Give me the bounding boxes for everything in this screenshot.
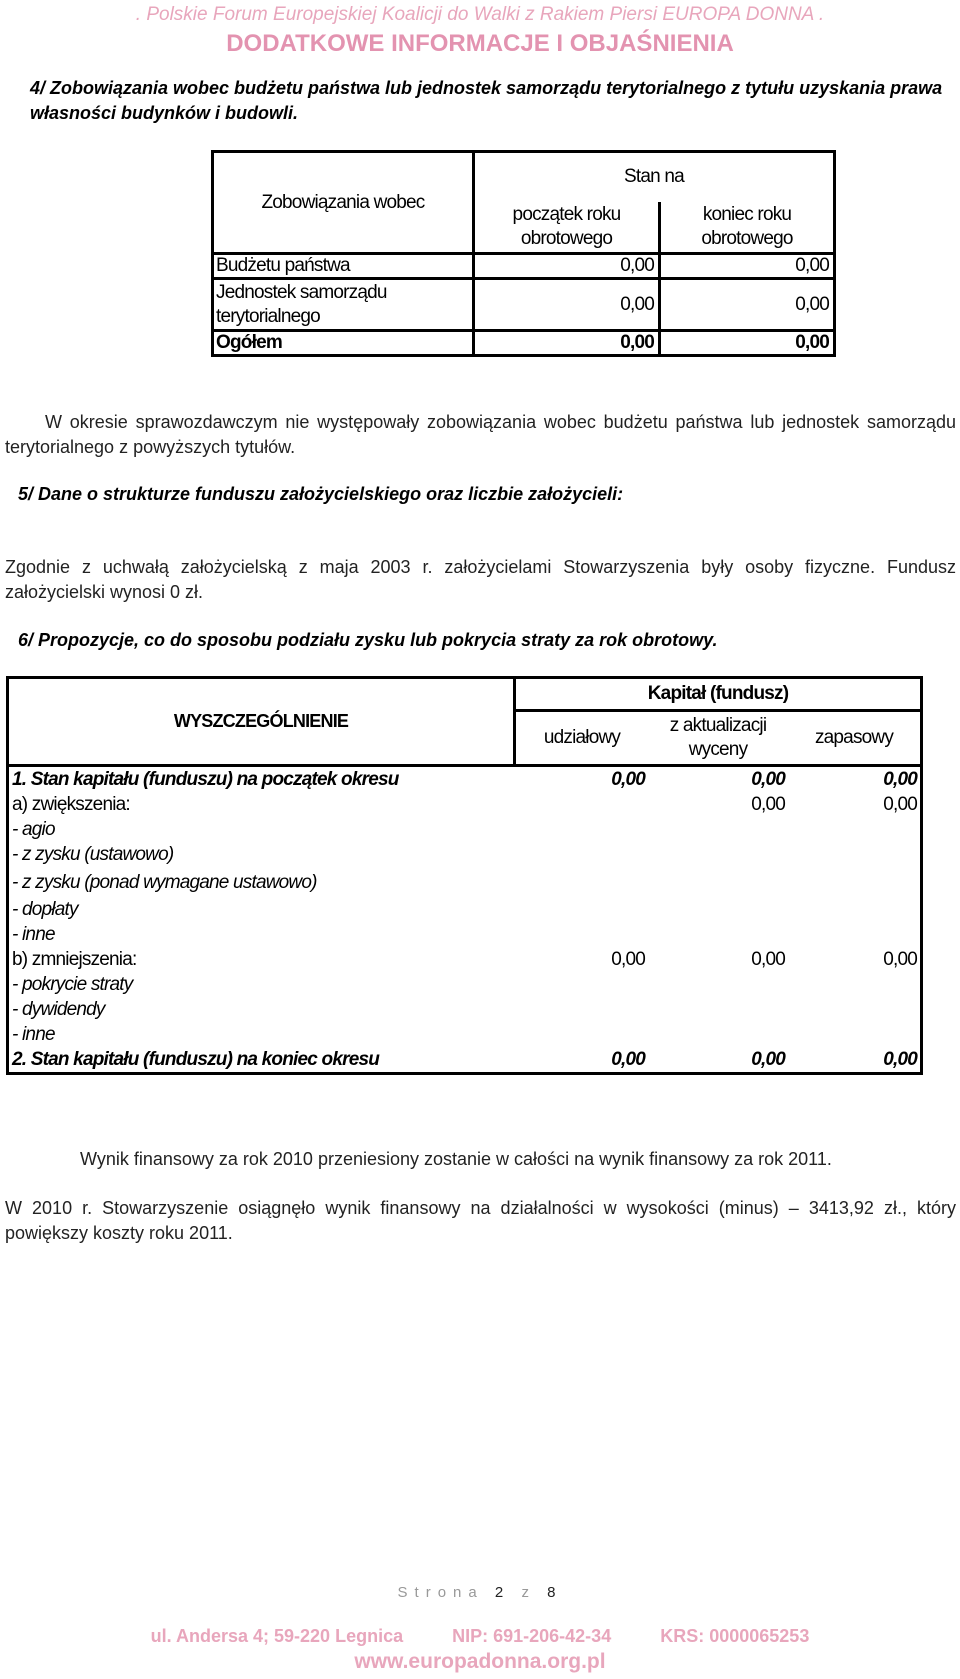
col-header-details: WYSZCZEGÓLNIENIE xyxy=(173,711,349,731)
value-cell xyxy=(515,792,649,817)
col-header-reserve: zapasowy xyxy=(788,711,922,766)
section6-note2: W 2010 r. Stowarzyszenie osiągnęło wynik finansowy na działalności w wysokości (minus) – 3413,92 zł., który powiększy koszty roku 2011. xyxy=(5,1198,956,1243)
page-indicator: Strona 2 z 8 xyxy=(397,1584,563,1601)
row-label-total: Ogółem xyxy=(213,331,474,356)
value-cell xyxy=(788,922,922,947)
section5-text: Zgodnie z uchwałą założycielską z maja 2003 r. założycielami Stowarzyszenia były osoby fizyczne. Fundusz założycielski wynosi 0 zł. xyxy=(5,557,956,602)
row-label-profit-statutory: - z zysku (ustawowo) xyxy=(12,844,174,865)
col-header-start: początek roku obrotowego xyxy=(474,202,660,254)
value-cell xyxy=(515,867,649,897)
value-cell xyxy=(515,842,649,867)
row-label-closing: 2. Stan kapitału (funduszu) na koniec okresu xyxy=(12,1049,380,1070)
footer-details xyxy=(0,1626,960,1647)
footer-website-link[interactable]: www.europadonna.org.pl xyxy=(354,1650,606,1673)
value-cell xyxy=(648,897,788,922)
value-cell xyxy=(648,922,788,947)
value-cell xyxy=(515,817,649,842)
footer-address: ul. Andersa 4; 59-220 Legnica xyxy=(150,1626,404,1646)
row-label-agio: - agio xyxy=(12,819,55,840)
value-cell: 0,00 xyxy=(751,1049,785,1070)
section5-heading: 5/ Dane o strukturze funduszu założycielskiego oraz liczbie założycieli: xyxy=(18,484,624,504)
section4-note: W okresie sprawozdawczym nie występowały zobowiązania wobec budżetu państwa lub jednostek samorządu terytorialnego z powyższych tytułów. xyxy=(5,412,956,457)
col-header-capital: Kapitał (fundusz) xyxy=(515,678,922,711)
row-label-other-decrease: - inne xyxy=(12,1024,55,1045)
page-title: DODATKOWE INFORMACJE I OBJAŚNIENIA xyxy=(226,30,734,57)
value-cell: 0,00 xyxy=(883,949,917,970)
capital-table xyxy=(6,676,923,1075)
value-cell xyxy=(515,922,649,947)
value-cell: 0,00 xyxy=(788,766,922,793)
value-cell: 0,00 xyxy=(515,766,649,793)
row-label-surcharges: - dopłaty xyxy=(12,899,78,920)
value-cell: 0,00 xyxy=(648,766,788,793)
value-cell xyxy=(788,897,922,922)
row-label-opening: 1. Stan kapitału (funduszu) na początek okresu xyxy=(8,766,515,793)
value-cell: 0,00 xyxy=(660,279,835,331)
row-label-dividends: - dywidendy xyxy=(12,999,105,1020)
col-header-end: koniec roku obrotowego xyxy=(660,202,835,254)
value-cell: 0,00 xyxy=(883,794,917,815)
value-cell: 0,00 xyxy=(474,279,660,331)
footer-krs: KRS: 0000065253 xyxy=(660,1626,810,1646)
value-cell xyxy=(515,1022,649,1047)
value-cell xyxy=(648,817,788,842)
value-cell: 0,00 xyxy=(611,949,645,970)
value-cell: 0,00 xyxy=(474,254,660,279)
value-cell xyxy=(648,842,788,867)
value-cell: 0,00 xyxy=(474,331,660,356)
col-header-obligations: Zobowiązania wobec xyxy=(213,152,474,254)
value-cell xyxy=(515,997,649,1022)
value-cell: 0,00 xyxy=(751,794,785,815)
section6-note1: Wynik finansowy za rok 2010 przeniesiony zostanie w całości na wynik finansowy za rok 2011. xyxy=(80,1149,832,1169)
value-cell: 0,00 xyxy=(660,254,835,279)
section6-heading: 6/ Propozycje, co do sposobu podziału zysku lub pokrycia straty za rok obrotowy. xyxy=(18,630,718,650)
col-header-stan-na: Stan na xyxy=(474,152,835,202)
row-label-other-increase: - inne xyxy=(12,924,55,945)
value-cell xyxy=(788,817,922,842)
value-cell xyxy=(788,1022,922,1047)
value-cell: 0,00 xyxy=(611,1049,645,1070)
value-cell xyxy=(515,972,649,997)
value-cell xyxy=(515,897,649,922)
value-cell: 0,00 xyxy=(883,1049,917,1070)
col-header-revaluation: z aktualizacji wyceny xyxy=(648,711,788,766)
row-label-budget: Budżetu państwa xyxy=(213,254,474,279)
row-label-profit-extra: - z zysku (ponad wymagane ustawowo) xyxy=(12,871,317,893)
obligations-table xyxy=(211,150,836,357)
header-org-line: . Polskie Forum Europejskiej Koalicji do Walki z Rakiem Piersi EUROPA DONNA . xyxy=(135,4,825,25)
value-cell xyxy=(648,1022,788,1047)
value-cell: 0,00 xyxy=(751,949,785,970)
col-header-share: udziałowy xyxy=(515,711,649,766)
row-label-increase: a) zwiększenia: xyxy=(12,794,130,815)
footer-nip: NIP: 691-206-42-34 xyxy=(452,1626,612,1646)
value-cell xyxy=(788,867,922,897)
value-cell xyxy=(648,867,788,897)
value-cell xyxy=(788,842,922,867)
section4-heading: 4/ Zobowiązania wobec budżetu państwa lub jednostek samorządu terytorialnego z tytułu uzyskania prawa własności budynków i budowli. xyxy=(30,78,943,123)
value-cell xyxy=(648,997,788,1022)
value-cell xyxy=(648,972,788,997)
row-label-decrease: b) zmniejszenia: xyxy=(12,949,137,970)
value-cell: 0,00 xyxy=(660,331,835,356)
row-label-loss-coverage: - pokrycie straty xyxy=(12,974,133,995)
row-label-local: Jednostek samorządu terytorialnego xyxy=(213,279,474,331)
value-cell xyxy=(788,997,922,1022)
value-cell xyxy=(788,972,922,997)
